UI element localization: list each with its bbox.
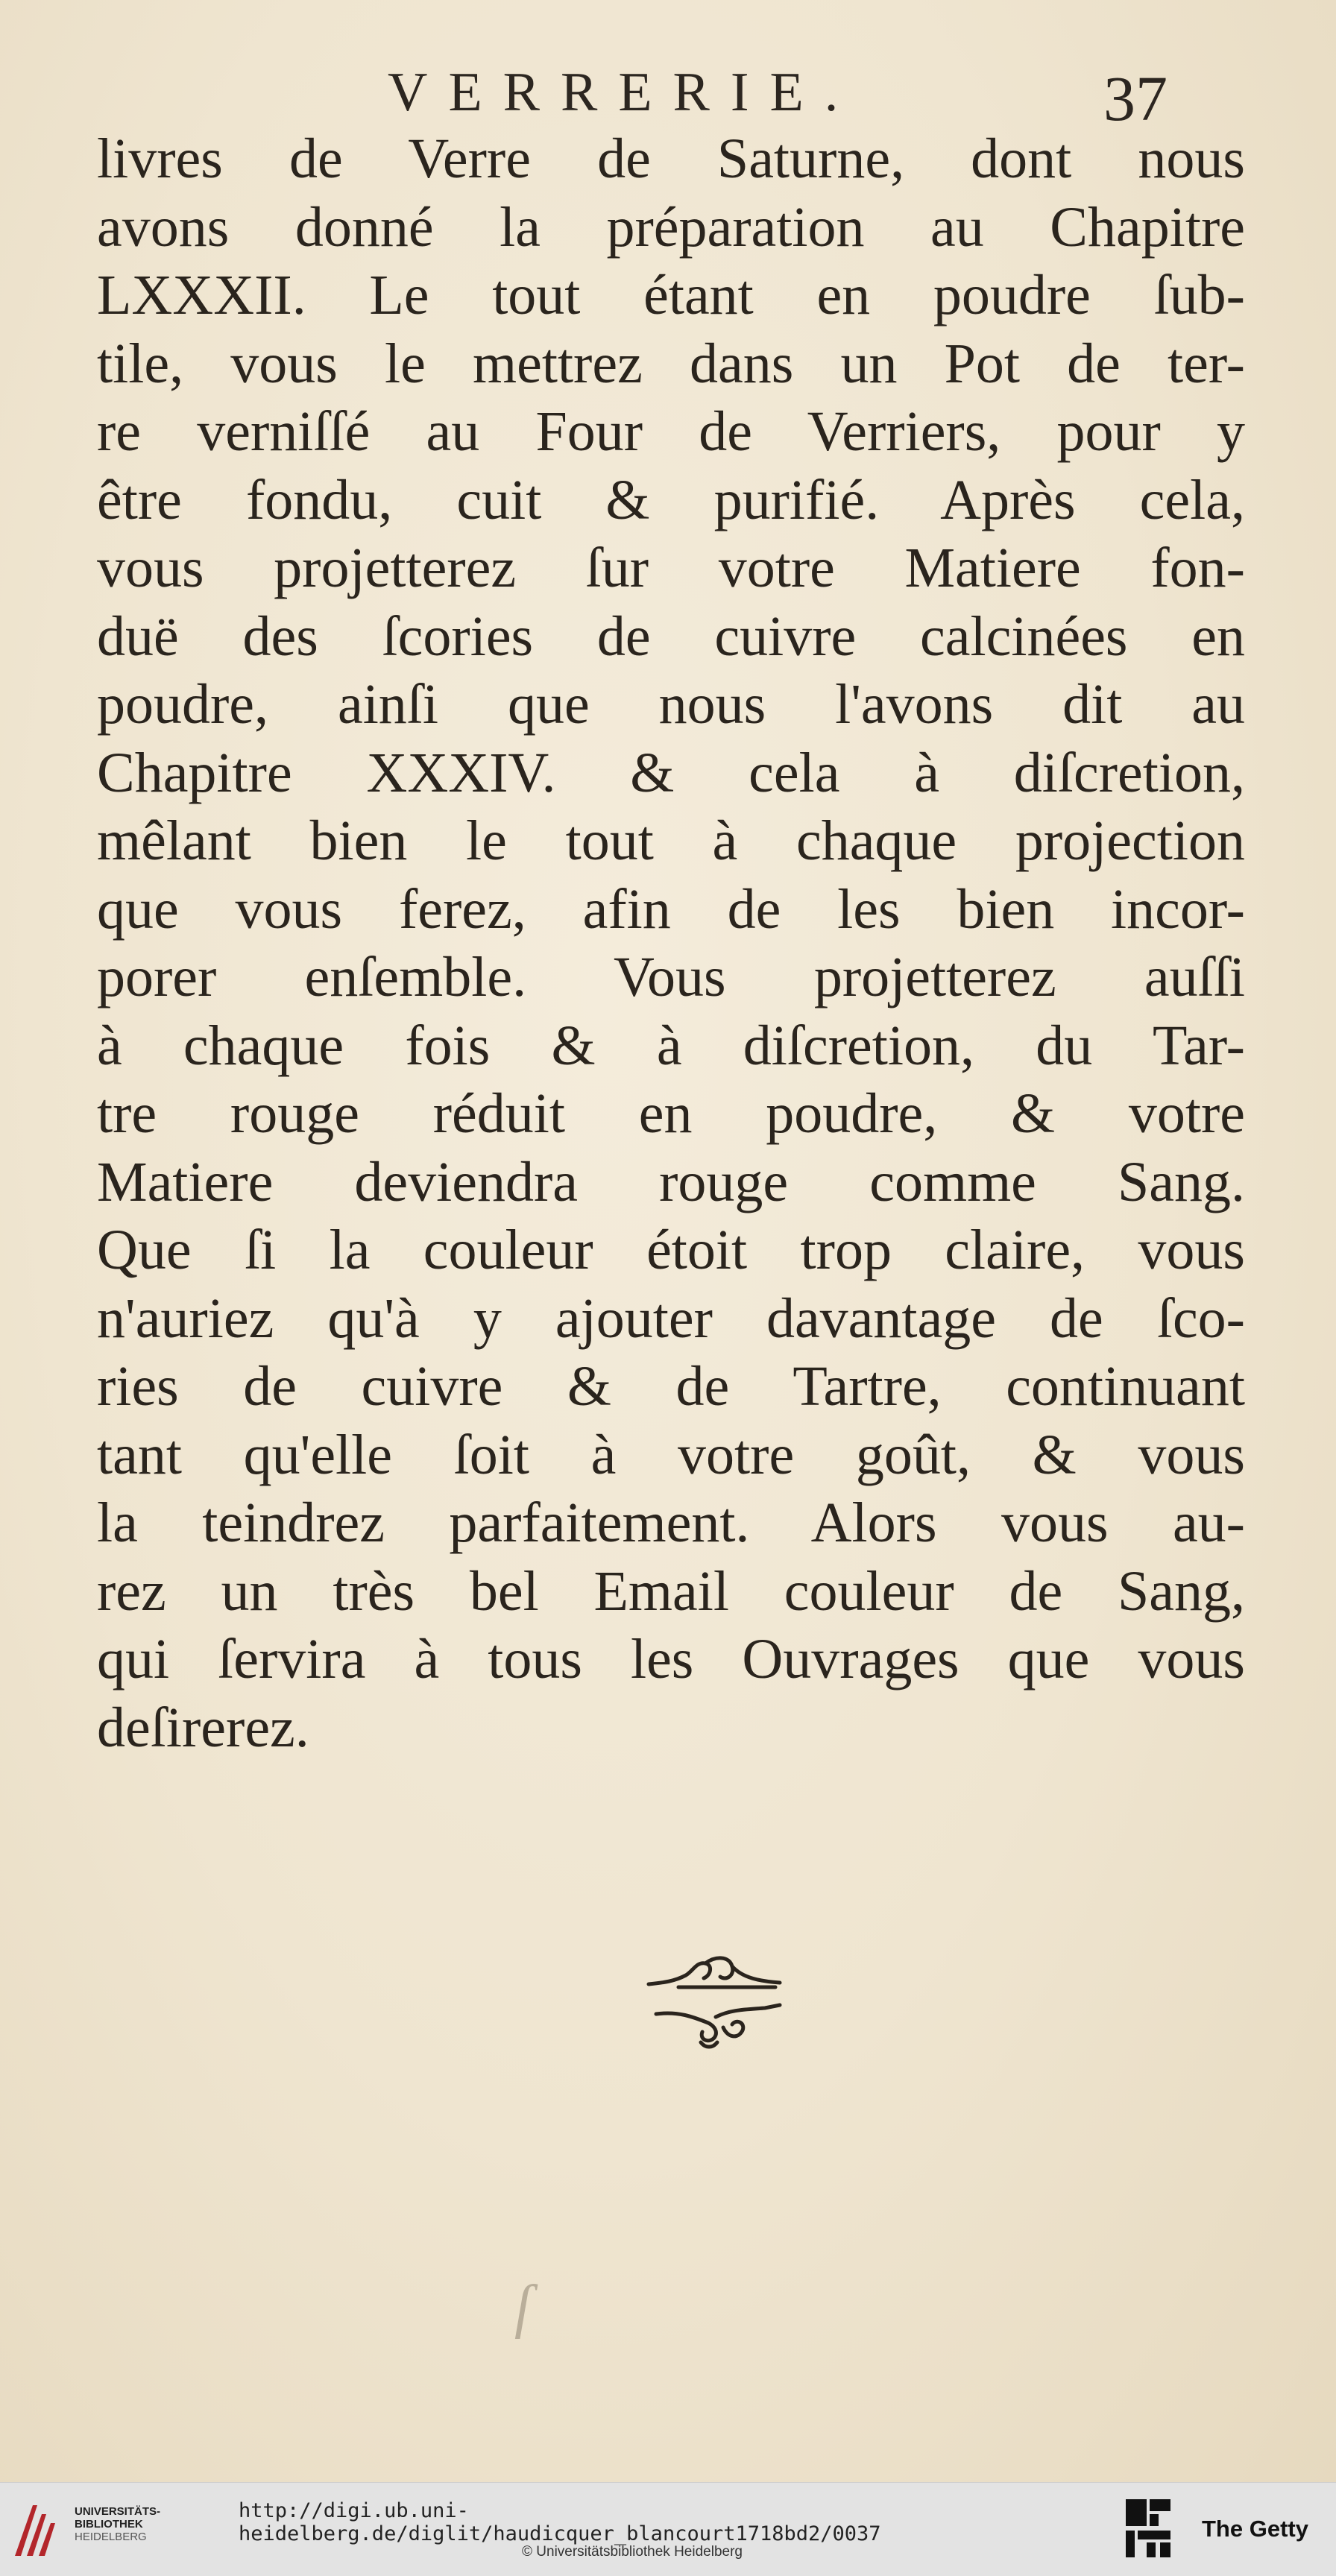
- text-line: deſirerez.: [97, 1696, 309, 1759]
- copyright-notice: © Universitätsbibliothek Heidelberg: [522, 2544, 743, 2560]
- text-line: rez un très bel Email couleur de Sang,: [97, 1559, 1245, 1623]
- stray-pencil-mark: ſ: [514, 2274, 532, 2340]
- partner-name: The Getty: [1202, 2516, 1308, 2542]
- text-line: re verniſſé au Four de Verriers, pour y: [97, 400, 1245, 463]
- text-line: qui ſervira à tous les Ouvrages que vous: [97, 1628, 1245, 1690]
- text-line: porer enſemble. Vous projetterez auſſi: [97, 946, 1245, 1008]
- text-line: tant qu'elle ſoit à votre goût, & vous: [97, 1423, 1245, 1486]
- floral-tailpiece-icon: [634, 1945, 798, 2057]
- text-line: ries de cuivre & de Tartre, continuant: [97, 1355, 1245, 1418]
- text-line: Que ſi la couleur étoit trop claire, vous: [97, 1219, 1245, 1281]
- page-number: 37: [1103, 63, 1168, 134]
- permalink-url[interactable]: http://digi.ub.uni-heidelberg.de/diglit/haudicquer_blancourt1718bd2/0037: [239, 2499, 881, 2545]
- text-line: tre rouge réduit en poudre, & votre: [97, 1082, 1245, 1145]
- text-line: mêlant bien le tout à chaque projection: [97, 809, 1245, 872]
- library-name: UNIVERSITÄTS- BIBLIOTHEK HEIDELBERG: [75, 2505, 161, 2543]
- text-line: livres de Verre de Saturne, dont nous: [97, 127, 1245, 190]
- getty-logo-icon: [1124, 2496, 1172, 2560]
- running-title: VERRERIE.: [388, 62, 860, 123]
- text-line: que vous ferez, afin de les bien incor-: [97, 877, 1245, 941]
- text-line: poudre, ainſi que nous l'avons dit au: [97, 673, 1245, 736]
- text-line: duë des ſcories de cuivre calcinées en: [97, 604, 1245, 668]
- text-line: Chapitre XXXIV. & cela à diſcretion,: [97, 741, 1245, 804]
- body-text: [97, 125, 1245, 1762]
- text-line: Matiere deviendra rouge comme Sang.: [97, 1150, 1245, 1213]
- viewer-footer: [0, 2482, 1336, 2576]
- text-line: être fondu, cuit & purifié. Après cela,: [97, 468, 1245, 531]
- text-line: vous projetterez ſur votre Matiere fon-: [97, 537, 1245, 599]
- text-line: avons donné la préparation au Chapitre: [97, 195, 1245, 259]
- ub-heidelberg-logo-icon: [10, 2498, 58, 2560]
- text-line: tile, vous le mettrez dans un Pot de ter-: [97, 332, 1245, 395]
- text-line: la teindrez parfaitement. Alors vous au-: [97, 1491, 1245, 1554]
- text-line: à chaque fois & à diſcretion, du Tar-: [97, 1014, 1245, 1077]
- text-line: LXXXII. Le tout étant en poudre ſub-: [97, 264, 1245, 326]
- text-line: n'auriez qu'à y ajouter davantage de ſco-: [97, 1287, 1245, 1350]
